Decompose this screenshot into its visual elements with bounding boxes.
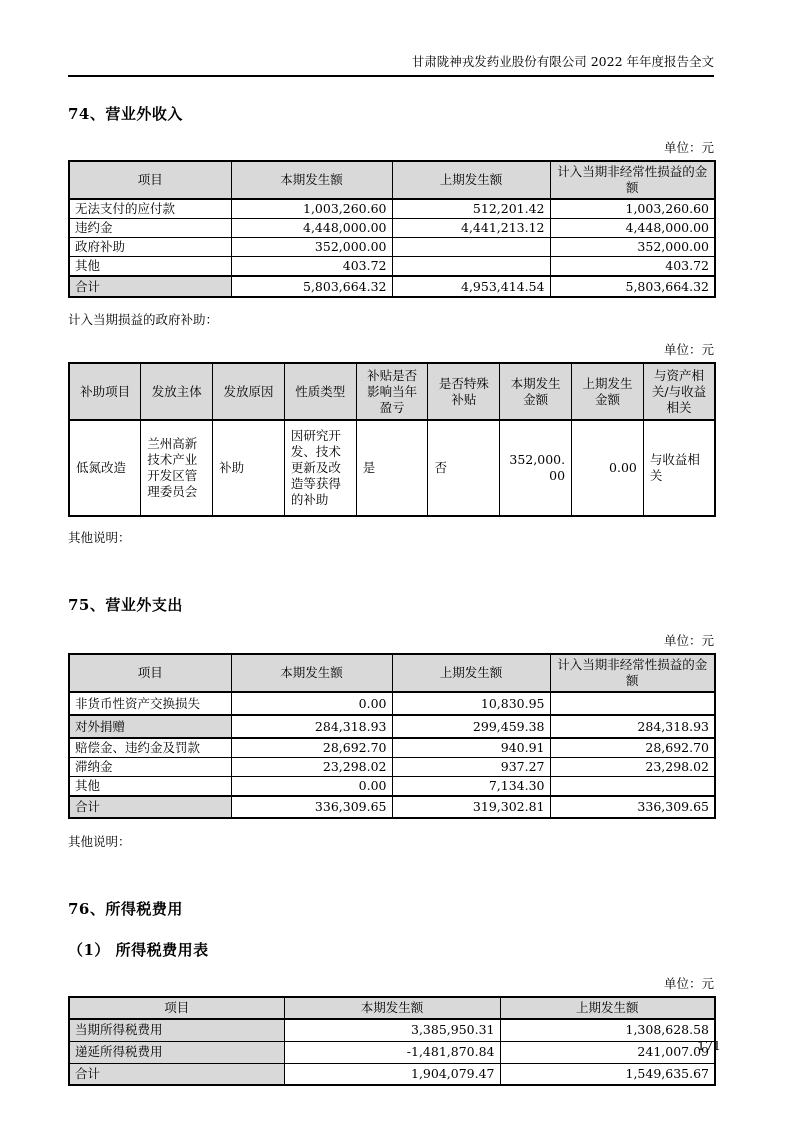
row-label: 无法支付的应付款 [69, 199, 231, 219]
amount-cell: 1,003,260.60 [550, 199, 715, 219]
table-row [69, 738, 715, 758]
column-header: 上期发生额 [500, 997, 715, 1019]
amount-cell: 319,302.81 [392, 796, 550, 818]
other-notes-line: 其他说明： [68, 834, 131, 849]
amount-cell: 403.72 [550, 257, 715, 277]
amount-cell: 23,298.02 [231, 758, 392, 777]
non-operating-income-table [68, 160, 716, 298]
amount-cell: 23,298.02 [550, 758, 715, 777]
row-label: 递延所得税费用 [69, 1041, 284, 1063]
column-header: 项目 [69, 997, 284, 1019]
amount-cell: 352,000.00 [231, 238, 392, 257]
row-label: 违约金 [69, 219, 231, 238]
amount-cell: 4,953,414.54 [392, 276, 550, 297]
amount-cell [550, 692, 715, 715]
row-label: 非货币性资产交换损失 [69, 692, 231, 715]
table-header-row [69, 997, 715, 1019]
special-subsidy-cell: 否 [428, 420, 500, 516]
row-label: 当期所得税费用 [69, 1019, 284, 1041]
amount-cell: 352,000.00 [550, 238, 715, 257]
amount-cell: 3,385,950.31 [284, 1019, 500, 1041]
unit-label-expense: 单位：元 [663, 633, 714, 648]
amount-cell: 7,134.30 [392, 777, 550, 797]
column-header: 计入当期非经常性损益的金额 [550, 654, 715, 692]
column-header: 本期发生额 [284, 997, 500, 1019]
amount-cell: 4,441,213.12 [392, 219, 550, 238]
amount-cell: 1,904,079.47 [284, 1063, 500, 1085]
table-row [69, 199, 715, 219]
government-subsidy-table [68, 362, 716, 517]
table-row [69, 257, 715, 277]
row-label: 政府补助 [69, 238, 231, 257]
column-header: 本期发生金额 [500, 363, 572, 420]
column-header: 计入当期非经常性损益的金额 [550, 161, 715, 199]
column-header: 上期发生额 [392, 161, 550, 199]
amount-cell: 0.00 [231, 692, 392, 715]
amount-cell: 241,007.09 [500, 1041, 715, 1063]
row-label: 合计 [69, 796, 231, 818]
amount-cell: 940.91 [392, 738, 550, 758]
amount-cell: 336,309.65 [550, 796, 715, 818]
row-label: 对外捐赠 [69, 715, 231, 738]
amount-cell [392, 257, 550, 277]
related-to-cell: 与收益相关 [643, 420, 715, 516]
table-total-row [69, 1063, 715, 1085]
table-row [69, 692, 715, 715]
column-header: 上期发生额 [392, 654, 550, 692]
table-header-row [69, 161, 715, 199]
row-label: 合计 [69, 276, 231, 297]
subsidy-item-cell: 低氮改造 [69, 420, 141, 516]
table-header-row [69, 363, 715, 420]
amount-cell: 4,448,000.00 [550, 219, 715, 238]
income-tax-expense-table [68, 996, 716, 1086]
amount-cell: 28,692.70 [231, 738, 392, 758]
issuer-cell: 兰州高新技术产业开发区管理委员会 [141, 420, 213, 516]
unit-label-subsidy: 单位：元 [663, 342, 714, 357]
column-header: 本期发生额 [231, 161, 392, 199]
amount-cell: 336,309.65 [231, 796, 392, 818]
table-total-row [69, 796, 715, 818]
column-header: 补助项目 [69, 363, 141, 420]
amount-cell: 1,549,635.67 [500, 1063, 715, 1085]
table-row [69, 777, 715, 797]
table-row [69, 715, 715, 738]
non-operating-expense-table [68, 653, 716, 819]
row-label: 其他 [69, 257, 231, 277]
row-label: 赔偿金、违约金及罚款 [69, 738, 231, 758]
table-header-row [69, 654, 715, 692]
subsidy-intro-note: 计入当期损益的政府补助： [68, 312, 219, 327]
section-75-heading: 75、营业外支出 [68, 596, 183, 614]
amount-cell: 284,318.93 [550, 715, 715, 738]
section-74-heading: 74、营业外收入 [68, 105, 183, 123]
amount-cell: 284,318.93 [231, 715, 392, 738]
other-notes-line: 其他说明： [68, 530, 131, 545]
affects-profit-cell: 是 [356, 420, 428, 516]
table-row [69, 420, 715, 516]
table-row [69, 1019, 715, 1041]
row-label: 合计 [69, 1063, 284, 1085]
amount-cell: 1,308,628.58 [500, 1019, 715, 1041]
column-header: 发放原因 [213, 363, 285, 420]
amount-cell: 28,692.70 [550, 738, 715, 758]
amount-cell: 0.00 [231, 777, 392, 797]
column-header: 补贴是否影响当年盈亏 [356, 363, 428, 420]
column-header: 本期发生额 [231, 654, 392, 692]
amount-cell: 5,803,664.32 [550, 276, 715, 297]
amount-cell: 403.72 [231, 257, 392, 277]
column-header: 与资产相关/与收益相关 [643, 363, 715, 420]
column-header: 项目 [69, 161, 231, 199]
amount-cell: 352,000.00 [500, 420, 572, 516]
table-row [69, 238, 715, 257]
section-76-heading: 76、所得税费用 [68, 900, 183, 918]
column-header: 发放主体 [141, 363, 213, 420]
page-content [68, 0, 714, 1086]
amount-cell: 0.00 [572, 420, 644, 516]
column-header: 性质类型 [284, 363, 356, 420]
nature-cell: 因研究开发、技术更新及改造等获得的补助 [284, 420, 356, 516]
table-row [69, 758, 715, 777]
amount-cell: 512,201.42 [392, 199, 550, 219]
row-label: 其他 [69, 777, 231, 797]
unit-label-income: 单位：元 [663, 140, 714, 155]
table-row [69, 219, 715, 238]
amount-cell: -1,481,870.84 [284, 1041, 500, 1063]
amount-cell: 5,803,664.32 [231, 276, 392, 297]
column-header: 项目 [69, 654, 231, 692]
amount-cell: 10,830.95 [392, 692, 550, 715]
table-total-row [69, 276, 715, 297]
row-label: 滞纳金 [69, 758, 231, 777]
column-header: 上期发生金额 [572, 363, 644, 420]
amount-cell: 299,459.38 [392, 715, 550, 738]
reason-cell: 补助 [213, 420, 285, 516]
column-header: 是否特殊补贴 [428, 363, 500, 420]
page-number: 171 [697, 1038, 721, 1053]
amount-cell [392, 238, 550, 257]
table-row [69, 1041, 715, 1063]
amount-cell [550, 777, 715, 797]
amount-cell: 1,003,260.60 [231, 199, 392, 219]
amount-cell: 937.27 [392, 758, 550, 777]
amount-cell: 4,448,000.00 [231, 219, 392, 238]
unit-label-tax: 单位：元 [663, 976, 714, 991]
document-header-title: 甘肃陇神戎发药业股份有限公司 2022 年年度报告全文 [68, 0, 714, 77]
section-76-sub-heading: （1） 所得税费用表 [68, 941, 209, 959]
